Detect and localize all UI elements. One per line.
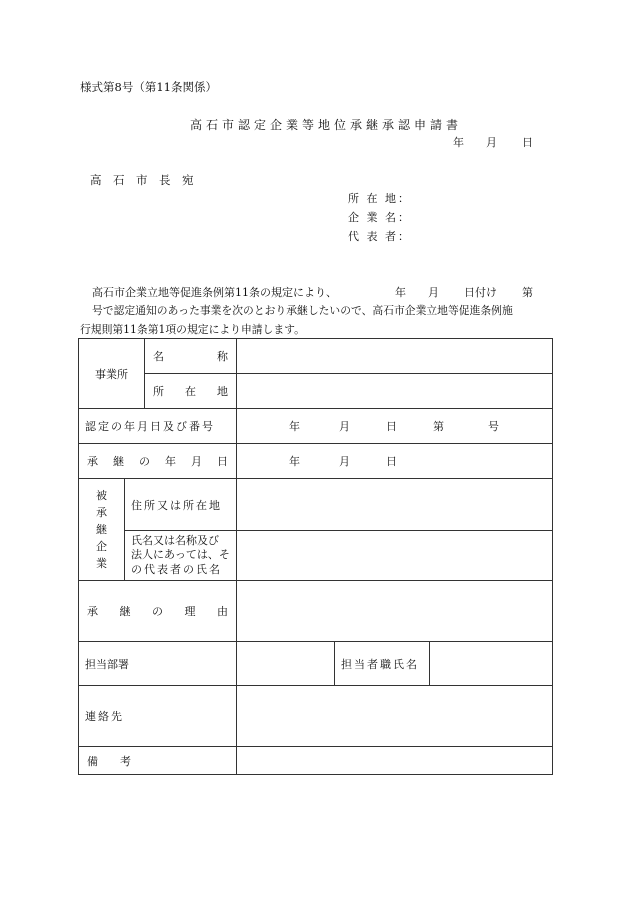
table-row: [79, 444, 553, 479]
date-month: 月: [486, 136, 497, 149]
reason-field[interactable]: [237, 581, 553, 642]
form-number: 様式第8号（第11条関係）: [80, 80, 217, 94]
body-line2: 号で認定通知のあった事業を次のとおり承継したいので、高石市企業立地等促進条例施: [92, 304, 513, 317]
succession-date-label: 承 継 の 年 月 日: [79, 444, 237, 479]
body-line3: 行規則第11条第1項の規定により申請します。: [80, 323, 305, 336]
table-row: [79, 642, 553, 686]
succession-date-field[interactable]: 年 月 日: [237, 444, 553, 479]
department-field[interactable]: [237, 642, 335, 686]
application-table: [78, 338, 553, 775]
table-row: [79, 374, 553, 409]
date-day: 日: [522, 136, 533, 149]
cert-date-label: 認定の年月日及び番号: [79, 409, 237, 444]
succeeded-address-field[interactable]: [237, 479, 553, 531]
body-line1-month: 月: [428, 286, 439, 299]
location-label: 所 在 地: [145, 374, 237, 409]
contact-label: 連絡先: [79, 686, 237, 747]
date-year: 年: [453, 136, 464, 149]
table-row: [79, 581, 553, 642]
table-row: [79, 747, 553, 775]
body-line1-text: 高石市企業立地等促進条例第11条の規定により、: [92, 286, 337, 299]
cert-date-field[interactable]: 年 月 日 第 号: [237, 409, 553, 444]
office-name-field[interactable]: [237, 339, 553, 374]
applicant-representative-label: 代 表 者：: [348, 230, 411, 243]
remarks-label: 備 考: [79, 747, 237, 775]
remarks-field[interactable]: [237, 747, 553, 775]
name-or-company-label: 氏名又は名称及び 法人にあっては、そ の代表者の氏名: [125, 531, 237, 581]
staff-label: 担当者職氏名: [335, 642, 430, 686]
table-row: [79, 686, 553, 747]
applicant-company-label: 企 業 名：: [348, 211, 411, 224]
body-line1-number: 第: [522, 286, 533, 299]
table-row: [79, 479, 553, 531]
table-row: [79, 409, 553, 444]
applicant-address-label: 所 在 地：: [348, 192, 411, 205]
name-label: 名 称: [145, 339, 237, 374]
staff-field[interactable]: [430, 642, 553, 686]
table-row: [79, 339, 553, 374]
succeeded-company-label: 被 承 継 企 業: [79, 479, 125, 581]
office-label: 事業所: [79, 339, 145, 409]
department-label: 担当部署: [79, 642, 237, 686]
contact-field[interactable]: [237, 686, 553, 747]
form-title: 高石市認定企業等地位承継承認申請書: [190, 118, 463, 132]
succeeded-name-field[interactable]: [237, 531, 553, 581]
table-row: [79, 531, 553, 581]
body-line1-year: 年: [395, 286, 406, 299]
office-location-field[interactable]: [237, 374, 553, 409]
address-or-location-label: 住所又は所在地: [125, 479, 237, 531]
addressee: 高 石 市 長 宛: [90, 173, 194, 187]
reason-label: 承 継 の 理 由: [79, 581, 237, 642]
body-line1-day: 日付け: [464, 286, 497, 299]
